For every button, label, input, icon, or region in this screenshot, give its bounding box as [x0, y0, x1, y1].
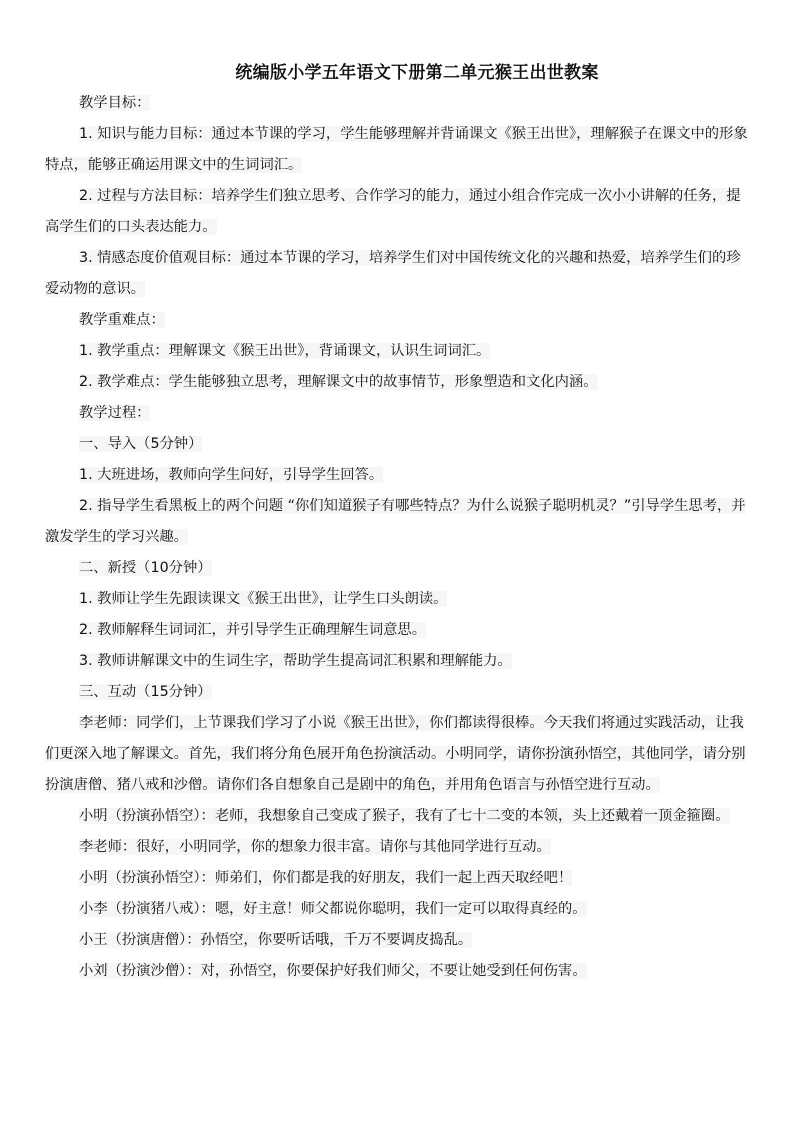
paragraph-dialogue-xiaoliu: 小刘（扮演沙僧）：对，孙悟空，你要保护好我们师父，不要让她受到任何伤害。 — [79, 963, 587, 979]
paragraph-intro-1: 1. 大班进场，教师向学生问好，引导学生回答。 — [79, 467, 384, 483]
paragraph-dialogue-xiaoming-1: 小明（扮演孙悟空）：老师，我想象自己变成了猴子，我有了七十二变的本领，头上还戴着一顶金箍圈。 — [79, 808, 730, 824]
paragraph-objectives-heading: 教学目标： — [79, 95, 151, 111]
paragraph-objective-2: 2. 过程与方法目标：培养学生们独立思考、合作学习的能力，通过小组合作完成一次小小讲解的任务，提高学生们的口头表达能力。 — [45, 188, 741, 235]
paragraph-section-new: 二、新授（10分钟） — [79, 560, 212, 576]
paragraph-intro-2: 2. 指导学生看黑板上的两个问题 “你们知道猴子有哪些特点？为什么说猴子聪明机灵？”引导学生思考，并激发学生的学习兴趣。 — [45, 498, 746, 545]
paragraph-dialogue-xiaoli: 小李（扮演猪八戒）：嗯，好主意！师父都说你聪明，我们一定可以取得真经的。 — [79, 901, 587, 917]
paragraph-objective-3: 3. 情感态度价值观目标：通过本节课的学习，培养学生们对中国传统文化的兴趣和热爱，培养学生们的珍爱动物的意识。 — [45, 250, 741, 297]
paragraph-section-intro: 一、导入（5分钟） — [79, 436, 203, 452]
document-body — [45, 88, 751, 987]
paragraph-objective-1: 1. 知识与能力目标：通过本节课的学习，学生能够理解并背诵课文《猴王出世》，理解猴子在课文中的形象特点，能够正确运用课文中的生词词汇。 — [45, 126, 748, 173]
paragraph-new-1: 1. 教师让学生先跟读课文《猴王出世》，让学生口头朗读。 — [79, 591, 448, 607]
document-title: 统编版小学五年语文下册第二单元猴王出世教案 — [235, 63, 599, 83]
paragraph-new-2: 2. 教师解释生词词汇，并引导学生正确理解生词意思。 — [79, 622, 427, 638]
paragraph-dialogue-teacher-1: 李老师：同学们，上节课我们学习了小说《猴王出世》，你们都读得很棒。今天我们将通过实践活动，让我们更深入地了解课文。首先，我们将分角色展开角色扮演活动。小明同学，请你扮演孙悟空，其他同学，请分别扮演唐僧、猪八戒和沙僧。请你们各自想象自己是剧中的角色，并用角色语言与孙悟空进行互动。 — [45, 715, 746, 793]
paragraph-keypoint-1: 1. 教学重点：理解课文《猴王出世》，背诵课文，认识生词词汇。 — [79, 343, 491, 359]
paragraph-new-3: 3. 教师讲解课文中的生词生字，帮助学生提高词汇积累和理解能力。 — [79, 653, 512, 669]
paragraph-dialogue-xiaoming-2: 小明（扮演孙悟空）：师弟们，你们都是我的好朋友，我们一起上西天取经吧！ — [79, 870, 573, 886]
paragraph-keypoints-heading: 教学重难点： — [79, 312, 165, 328]
paragraph-dialogue-teacher-2: 李老师：很好，小明同学，你的想象力很丰富。请你与其他同学进行互动。 — [79, 839, 551, 855]
paragraph-dialogue-xiaowang: 小王（扮演唐僧）：孙悟空，你要听话哦，千万不要调皮捣乱。 — [79, 932, 473, 948]
paragraph-section-interaction: 三、互动（15分钟） — [79, 684, 212, 700]
paragraph-process-heading: 教学过程： — [79, 405, 151, 421]
paragraph-keypoint-2: 2. 教学难点：学生能够独立思考，理解课文中的故事情节，形象塑造和文化内涵。 — [79, 374, 598, 390]
